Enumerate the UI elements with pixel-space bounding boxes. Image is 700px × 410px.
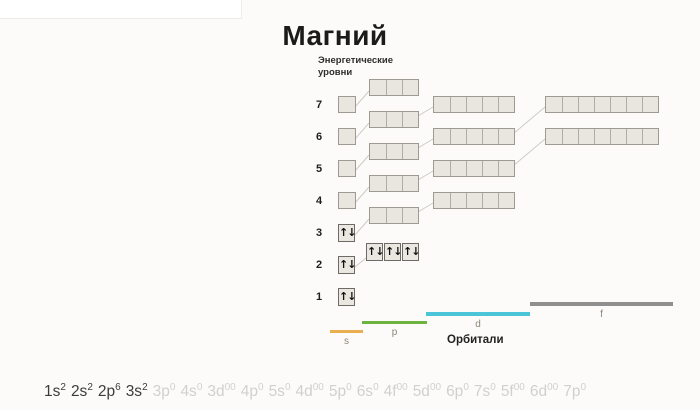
orbital-cell (339, 129, 355, 144)
level-number-3: 3 (315, 227, 323, 239)
s-orbital-box (338, 192, 356, 209)
orbital-cell (450, 129, 466, 144)
connector-line (418, 171, 433, 180)
orbital-cell (562, 129, 578, 144)
orbital-cell (370, 208, 386, 223)
orbital-type-bar-d (426, 312, 530, 316)
orbital-cell (466, 129, 482, 144)
s-orbital-box (338, 96, 356, 113)
orbital-type-bar-p (362, 321, 427, 324)
orbital-cell (386, 208, 402, 223)
config-token-superscript: 0 (490, 382, 496, 393)
p-orbital-group (369, 175, 419, 192)
orbital-cell (498, 97, 514, 112)
orbital-cell (386, 144, 402, 159)
connector-line (355, 219, 369, 235)
p-orbital-group (369, 207, 419, 224)
orbital-cell (594, 97, 610, 112)
orbital-cell (370, 112, 386, 127)
orbital-type-label-p: p (391, 327, 398, 338)
orbital-cell (339, 97, 355, 112)
connector-line (513, 139, 545, 166)
config-token-superscript: 00 (513, 382, 525, 393)
p-orbital-group (369, 143, 419, 160)
d-orbital-group (433, 128, 515, 145)
level-number-6: 6 (315, 131, 323, 143)
config-token: $3d^{00}$ (207, 382, 236, 401)
s-orbital-box-filled: ↑↓ (338, 288, 355, 306)
orbital-cell (402, 144, 418, 159)
orbital-cell (562, 97, 578, 112)
energy-levels-label-line1: Энергетические (318, 55, 394, 66)
orbital-cell (386, 176, 402, 191)
config-token-superscript: 2 (60, 382, 66, 393)
config-token-superscript: 2 (142, 382, 148, 393)
config-token-superscript: 6 (115, 382, 121, 393)
orbital-cell (466, 97, 482, 112)
orbital-cell (498, 193, 514, 208)
orbital-cell (594, 129, 610, 144)
orbital-cell (626, 129, 642, 144)
s-orbital-box (338, 128, 356, 145)
orbital-cell (546, 129, 562, 144)
element-title: Магний (282, 20, 388, 51)
orbital-cell (434, 129, 450, 144)
level-number-4: 4 (315, 195, 323, 207)
config-token: $4p^0$ (240, 382, 264, 401)
orbital-cell (402, 112, 418, 127)
config-token: $5s^0$ (268, 382, 291, 401)
electron-configuration-formula (44, 382, 591, 401)
orbitals-label: Орбитали (447, 334, 504, 346)
config-token: $5d^{00}$ (412, 382, 442, 401)
config-token: $6p^0$ (446, 382, 469, 401)
p-orbital-box-filled: ↑↓ (366, 243, 383, 261)
config-token: $6d^{00}$ (529, 382, 559, 401)
config-token-superscript: 0 (284, 382, 291, 393)
orbital-cell (402, 208, 418, 223)
config-token-superscript: 0 (580, 382, 587, 393)
p-orbital-box-filled: ↑↓ (384, 243, 401, 261)
orbital-type-label-s: s (344, 336, 349, 347)
orbital-cell (370, 80, 386, 95)
p-orbital-group (369, 111, 419, 128)
orbital-cell (642, 129, 658, 144)
orbital-cell (482, 193, 498, 208)
level-number-5: 5 (315, 163, 323, 175)
config-token-superscript: 00 (547, 382, 559, 393)
orbital-cell (339, 193, 355, 208)
config-token-superscript: 00 (224, 382, 236, 393)
orbital-cell (434, 97, 450, 112)
config-token-superscript: 0 (196, 382, 203, 393)
energy-levels-label-line2: уровни (318, 66, 353, 78)
orbital-type-bar-s (330, 330, 363, 333)
config-token: $2p^6$ (97, 382, 121, 401)
config-token: $5p^0$ (328, 382, 352, 401)
orbital-cell (482, 161, 498, 176)
config-token-superscript: 0 (346, 382, 352, 393)
config-token: $4s^0$ (180, 382, 203, 401)
config-token-superscript: 0 (463, 382, 469, 393)
connector-line (355, 123, 369, 139)
f-orbital-group (545, 96, 659, 113)
orbital-cell (578, 129, 594, 144)
orbital-type-bar-f (530, 302, 673, 306)
config-token: $4f^{00}$ (383, 382, 408, 401)
orbital-cell (450, 161, 466, 176)
orbital-cell (402, 176, 418, 191)
s-orbital-box-filled: ↑↓ (338, 256, 355, 274)
config-token-superscript: 0 (258, 382, 264, 393)
orbital-cell (578, 97, 594, 112)
config-token-superscript: 00 (396, 382, 408, 393)
config-token: $2s^2$ (70, 382, 93, 401)
config-token-superscript: 0 (169, 382, 176, 393)
config-token: $3s^2$ (125, 382, 148, 401)
orbital-cell (466, 193, 482, 208)
orbital-type-label-f: f (600, 309, 603, 320)
config-token: $3p^0$ (152, 382, 176, 401)
orbital-cell (498, 161, 514, 176)
orbital-cell (610, 97, 626, 112)
connector-line (513, 107, 545, 134)
orbital-cell (610, 129, 626, 144)
orbital-cell (466, 161, 482, 176)
connector-line (355, 155, 369, 171)
s-orbital-box-filled: ↑↓ (338, 224, 355, 242)
orbital-cell (386, 112, 402, 127)
config-token: $4d^{00}$ (295, 382, 324, 401)
level-number-2: 2 (315, 259, 323, 271)
connector-line (355, 258, 366, 267)
config-token-superscript: 00 (312, 382, 324, 393)
p-orbital-group (369, 79, 419, 96)
f-orbital-group (545, 128, 659, 145)
connector-line (418, 203, 433, 212)
level-number-7: 7 (315, 99, 323, 111)
config-token: $7p^0$ (563, 382, 587, 401)
d-orbital-group (433, 192, 515, 209)
orbital-cell (498, 129, 514, 144)
orbital-cell (482, 129, 498, 144)
orbital-cell (370, 176, 386, 191)
connector-line (418, 139, 433, 148)
s-orbital-box (338, 160, 356, 177)
connector-line (418, 107, 433, 116)
orbital-cell (386, 80, 402, 95)
connector-line (355, 91, 369, 107)
orbital-cell (450, 97, 466, 112)
p-orbital-box-filled: ↑↓ (402, 243, 419, 261)
config-token: $1s^2$ (44, 382, 66, 401)
d-orbital-group (433, 160, 515, 177)
orbital-type-label-d: d (475, 319, 481, 330)
orbital-cell (546, 97, 562, 112)
orbital-cell (370, 144, 386, 159)
config-token: $7s^0$ (473, 382, 496, 401)
orbital-cell (402, 80, 418, 95)
d-orbital-group (433, 96, 515, 113)
config-token: $6s^0$ (356, 382, 379, 401)
orbital-cell (434, 193, 450, 208)
level-number-1: 1 (315, 291, 323, 303)
orbital-cell (339, 161, 355, 176)
orbital-cell (642, 97, 658, 112)
config-token: $5f^{00}$ (500, 382, 525, 401)
orbital-cell (434, 161, 450, 176)
config-token-superscript: 2 (87, 382, 93, 393)
orbital-cell (450, 193, 466, 208)
config-token-superscript: 00 (429, 382, 442, 393)
orbital-cell (482, 97, 498, 112)
connector-line (355, 187, 369, 203)
orbital-cell (626, 97, 642, 112)
config-token-superscript: 0 (373, 382, 379, 393)
